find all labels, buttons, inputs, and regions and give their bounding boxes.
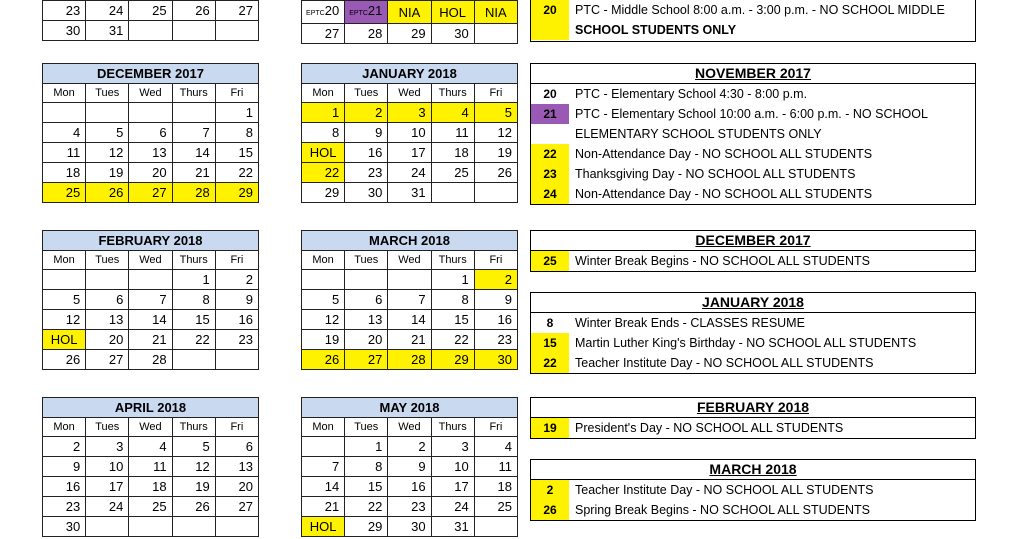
date-cell: 3	[431, 437, 474, 457]
event-day	[531, 124, 569, 144]
event-row	[531, 333, 975, 353]
calendar-title: FEBRUARY 2018	[43, 231, 259, 251]
calendar-title: MAY 2018	[302, 398, 518, 418]
date-cell: 30	[388, 517, 431, 537]
event-text: Non-Attendance Day - NO SCHOOL ALL STUDENTS	[575, 147, 873, 161]
date-cell: 18	[43, 163, 86, 183]
date-cell: 23	[388, 497, 431, 517]
date-cell: 29	[388, 24, 431, 44]
date-cell: 29	[431, 350, 474, 370]
day-name: Fri	[215, 84, 258, 103]
event-text: President's Day - NO SCHOOL ALL STUDENTS	[575, 421, 844, 435]
date-cell: 25	[43, 183, 86, 203]
event-text: Winter Break Begins - NO SCHOOL ALL STUDENTS	[575, 254, 870, 268]
event-text: SCHOOL STUDENTS ONLY	[575, 23, 737, 37]
date-cell: 22	[345, 497, 388, 517]
date-cell: 9	[345, 123, 388, 143]
calendar-apr2018	[42, 397, 259, 537]
event-row	[531, 84, 975, 104]
event-row	[531, 20, 975, 40]
date-cell: 23	[43, 1, 86, 21]
date-cell: 23	[215, 330, 258, 350]
event-day: 22	[531, 144, 569, 164]
date-cell: 8	[215, 123, 258, 143]
calendar-dec2017	[42, 63, 259, 203]
day-name: Mon	[43, 84, 86, 103]
date-cell: 30	[43, 517, 86, 537]
event-box-december	[530, 230, 976, 272]
date-cell	[431, 183, 474, 203]
date-cell: 26	[172, 1, 215, 21]
event-text: Teacher Institute Day - NO SCHOOL ALL STUDENTS	[575, 356, 874, 370]
event-day: 8	[546, 316, 554, 330]
date-cell: 26	[43, 350, 86, 370]
date-cell: 12	[43, 310, 86, 330]
event-row	[531, 353, 975, 373]
date-cell: 10	[431, 457, 474, 477]
date-cell: 6	[129, 123, 172, 143]
date-cell: 22	[215, 163, 258, 183]
date-cell	[43, 103, 86, 123]
date-cell: 11	[129, 457, 172, 477]
event-row	[531, 251, 975, 271]
date-cell: 2	[43, 437, 86, 457]
day-name: Tues	[345, 418, 388, 437]
date-cell: 23	[43, 497, 86, 517]
date-cell: 2	[388, 437, 431, 457]
date-cell: 8	[302, 123, 345, 143]
date-cell	[474, 24, 517, 44]
nov-calendar-right	[301, 0, 518, 44]
date-cell: 10	[388, 123, 431, 143]
day-name: Fri	[474, 84, 517, 103]
event-text: Martin Luther King's Birthday - NO SCHOOL ALL STUDENTS	[575, 336, 917, 350]
date-cell: 29	[302, 183, 345, 203]
date-cell: 24	[86, 497, 129, 517]
calendar-mar2018	[301, 230, 518, 370]
event-box-november	[530, 63, 976, 205]
date-cell: 26	[172, 497, 215, 517]
date-cell: 4	[129, 437, 172, 457]
date-cell: 17	[388, 143, 431, 163]
day-name: Mon	[302, 251, 345, 270]
date-cell: 15	[431, 310, 474, 330]
date-cell: 21	[129, 330, 172, 350]
date-cell: 27	[302, 24, 345, 44]
date-cell: 27	[129, 183, 172, 203]
date-cell	[302, 437, 345, 457]
date-cell: 21	[388, 330, 431, 350]
date-cell: 1	[172, 270, 215, 290]
day-name: Mon	[43, 251, 86, 270]
event-day: 26	[531, 500, 569, 520]
date-cell: 21	[172, 163, 215, 183]
day-name: Fri	[474, 418, 517, 437]
date-cell: 19	[172, 477, 215, 497]
date-cell	[474, 183, 517, 203]
date-cell	[215, 350, 258, 370]
calendar-title: MARCH 2018	[302, 231, 518, 251]
day-name: Mon	[43, 418, 86, 437]
date-cell: 18	[431, 143, 474, 163]
date-cell: 29	[345, 517, 388, 537]
date-cell: 2	[215, 270, 258, 290]
date-cell: 23	[474, 330, 517, 350]
date-cell: 25	[129, 1, 172, 21]
date-cell	[302, 270, 345, 290]
event-text: PTC - Elementary School 4:30 - 8:00 p.m.	[575, 87, 808, 101]
date-cell	[388, 270, 431, 290]
event-text: ELEMENTARY SCHOOL STUDENTS ONLY	[575, 127, 822, 141]
date-cell: 14	[129, 310, 172, 330]
date-cell: 25	[474, 497, 517, 517]
event-row	[531, 104, 975, 124]
date-cell: 31	[431, 517, 474, 537]
date-cell: 4	[43, 123, 86, 143]
event-day: 20	[543, 87, 557, 101]
day-name: Fri	[474, 251, 517, 270]
date-cell: 1	[302, 103, 345, 123]
event-box-title: MARCH 2018	[531, 460, 975, 480]
date-cell: 27	[215, 1, 258, 21]
date-cell: 8	[431, 290, 474, 310]
date-cell: 9	[215, 290, 258, 310]
date-cell: 22	[172, 330, 215, 350]
event-day: 25	[531, 251, 569, 271]
day-name: Thurs	[431, 251, 474, 270]
date-cell: 22	[431, 330, 474, 350]
date-cell: 24	[431, 497, 474, 517]
date-cell: 17	[86, 477, 129, 497]
date-cell: 12	[172, 457, 215, 477]
event-day: 19	[531, 418, 569, 438]
date-cell	[302, 1, 345, 24]
date-cell	[43, 270, 86, 290]
date-cell: 9	[388, 457, 431, 477]
date-cell: 5	[302, 290, 345, 310]
date-cell: 14	[302, 477, 345, 497]
date-cell: 12	[474, 123, 517, 143]
date-cell	[172, 350, 215, 370]
day-name: Mon	[302, 84, 345, 103]
event-box-title: NOVEMBER 2017	[531, 64, 975, 84]
event-box-march	[530, 459, 976, 521]
date-cell: 23	[345, 163, 388, 183]
event-row	[531, 500, 975, 520]
date-cell: 29	[215, 183, 258, 203]
date-cell: 20	[86, 330, 129, 350]
holiday-cell: HOL	[43, 330, 86, 350]
date-cell	[129, 103, 172, 123]
event-row	[531, 313, 975, 333]
date-value: 20	[324, 3, 340, 18]
date-cell	[129, 517, 172, 537]
event-text: Winter Break Ends - CLASSES RESUME	[575, 316, 805, 330]
calendar-title: APRIL 2018	[43, 398, 259, 418]
date-cell: 25	[129, 497, 172, 517]
date-cell: 11	[43, 143, 86, 163]
date-cell: 6	[86, 290, 129, 310]
date-cell	[86, 270, 129, 290]
date-cell: 26	[302, 350, 345, 370]
event-box-january	[530, 292, 976, 374]
day-name: Fri	[215, 418, 258, 437]
calendar-title: JANUARY 2018	[302, 64, 518, 84]
day-name: Tues	[345, 251, 388, 270]
date-cell: 31	[388, 183, 431, 203]
date-cell: 1	[215, 103, 258, 123]
date-cell: 20	[345, 330, 388, 350]
event-text: PTC - Elementary School 10:00 a.m. - 6:00 p.m. - NO SCHOOL	[575, 107, 928, 121]
event-day: 24	[531, 184, 569, 204]
date-cell: 30	[43, 21, 86, 41]
date-cell: 30	[474, 350, 517, 370]
day-name: Mon	[302, 418, 345, 437]
event-day: 23	[531, 164, 569, 184]
event-day: 22	[531, 353, 569, 373]
date-cell: 21	[302, 497, 345, 517]
date-cell: 26	[474, 163, 517, 183]
date-cell: 25	[431, 163, 474, 183]
date-value: 21	[367, 3, 383, 18]
date-cell: 4	[474, 437, 517, 457]
calendar-feb2018	[42, 230, 259, 370]
event-text: Teacher Institute Day - NO SCHOOL ALL STUDENTS	[575, 483, 874, 497]
date-cell	[345, 1, 388, 24]
date-cell: 10	[86, 457, 129, 477]
day-name: Fri	[215, 251, 258, 270]
day-name: Thurs	[431, 418, 474, 437]
date-cell: 13	[215, 457, 258, 477]
day-name: Tues	[86, 418, 129, 437]
date-cell	[172, 517, 215, 537]
date-cell: 12	[86, 143, 129, 163]
event-day: 2	[531, 480, 569, 500]
event-day: 21	[531, 104, 569, 124]
day-name: Wed	[388, 84, 431, 103]
date-cell: 13	[345, 310, 388, 330]
eptc-label: EPTC	[349, 10, 368, 17]
day-name: Wed	[129, 418, 172, 437]
event-row	[531, 144, 975, 164]
date-cell	[474, 517, 517, 537]
date-cell: 14	[388, 310, 431, 330]
calendar-jan2018	[301, 63, 518, 203]
date-cell	[129, 21, 172, 41]
event-day: 15	[531, 333, 569, 353]
day-name: Thurs	[172, 418, 215, 437]
date-cell: 28	[129, 350, 172, 370]
date-cell: 9	[474, 290, 517, 310]
date-cell: 27	[215, 497, 258, 517]
date-cell: 7	[302, 457, 345, 477]
date-cell: 27	[345, 350, 388, 370]
event-row	[531, 184, 975, 204]
event-box-february	[530, 397, 976, 439]
date-cell: 8	[172, 290, 215, 310]
date-cell: 16	[43, 477, 86, 497]
date-cell	[172, 21, 215, 41]
event-day: 20	[531, 0, 569, 20]
day-name: Thurs	[172, 251, 215, 270]
date-cell	[345, 270, 388, 290]
date-cell: 28	[345, 24, 388, 44]
date-cell: 24	[86, 1, 129, 21]
day-name: Tues	[345, 84, 388, 103]
date-cell: 13	[129, 143, 172, 163]
event-row	[531, 164, 975, 184]
date-cell: 9	[43, 457, 86, 477]
holiday-cell: HOL	[431, 1, 474, 24]
date-cell: 2	[474, 270, 517, 290]
date-cell: 7	[129, 290, 172, 310]
date-cell	[129, 270, 172, 290]
date-cell: 16	[215, 310, 258, 330]
event-row	[531, 480, 975, 500]
date-cell: 31	[86, 21, 129, 41]
event-row	[531, 418, 975, 438]
event-row	[531, 124, 975, 144]
date-cell: 5	[172, 437, 215, 457]
date-cell: 16	[388, 477, 431, 497]
event-box-title: DECEMBER 2017	[531, 231, 975, 251]
date-cell: 6	[215, 437, 258, 457]
date-cell: 22	[302, 163, 345, 183]
date-cell: 1	[345, 437, 388, 457]
nia-cell: NIA	[388, 1, 431, 24]
date-cell: 8	[345, 457, 388, 477]
date-cell: 14	[172, 143, 215, 163]
date-cell: 16	[474, 310, 517, 330]
day-name: Thurs	[431, 84, 474, 103]
holiday-cell: HOL	[302, 143, 345, 163]
date-cell: 27	[86, 350, 129, 370]
date-cell: 28	[388, 350, 431, 370]
date-cell: 11	[431, 123, 474, 143]
date-cell: 2	[345, 103, 388, 123]
date-cell: 1	[431, 270, 474, 290]
date-cell	[215, 21, 258, 41]
date-cell: 4	[431, 103, 474, 123]
date-cell: 7	[388, 290, 431, 310]
date-cell: 11	[474, 457, 517, 477]
date-cell	[86, 103, 129, 123]
date-cell: 26	[86, 183, 129, 203]
date-cell: 13	[86, 310, 129, 330]
event-text: Spring Break Begins - NO SCHOOL ALL STUDENTS	[575, 503, 871, 517]
date-cell: 6	[345, 290, 388, 310]
date-cell: 19	[474, 143, 517, 163]
date-cell: 3	[86, 437, 129, 457]
date-cell: 28	[172, 183, 215, 203]
date-cell: 16	[345, 143, 388, 163]
event-text: PTC - Middle School 8:00 a.m. - 3:00 p.m. - NO SCHOOL MIDDLE	[575, 3, 945, 17]
event-day	[531, 20, 569, 40]
calendar-title: DECEMBER 2017	[43, 64, 259, 84]
day-name: Wed	[388, 418, 431, 437]
date-cell: 30	[431, 24, 474, 44]
date-cell: 5	[86, 123, 129, 143]
day-name: Wed	[129, 84, 172, 103]
day-name: Wed	[388, 251, 431, 270]
date-cell: 7	[172, 123, 215, 143]
event-box-top	[530, 0, 976, 42]
eptc-label: EPTC	[306, 10, 325, 17]
date-cell: 20	[215, 477, 258, 497]
date-cell: 30	[345, 183, 388, 203]
date-cell: 15	[172, 310, 215, 330]
event-text: Thanksgiving Day - NO SCHOOL ALL STUDENTS	[575, 167, 856, 181]
event-row	[531, 0, 975, 20]
holiday-cell: HOL	[302, 517, 345, 537]
date-cell: 20	[129, 163, 172, 183]
date-cell: 5	[43, 290, 86, 310]
nov-calendar-left	[42, 0, 259, 41]
date-cell	[86, 517, 129, 537]
date-cell	[172, 103, 215, 123]
date-cell: 19	[302, 330, 345, 350]
day-name: Thurs	[172, 84, 215, 103]
date-cell: 18	[474, 477, 517, 497]
day-name: Tues	[86, 84, 129, 103]
event-box-title: FEBRUARY 2018	[531, 398, 975, 418]
date-cell: 19	[86, 163, 129, 183]
date-cell: 5	[474, 103, 517, 123]
day-name: Tues	[86, 251, 129, 270]
calendar-may2018	[301, 397, 518, 537]
date-cell: 24	[388, 163, 431, 183]
event-box-title: JANUARY 2018	[531, 293, 975, 313]
date-cell: 18	[129, 477, 172, 497]
date-cell: 15	[215, 143, 258, 163]
date-cell: 17	[431, 477, 474, 497]
event-text: Non-Attendance Day - NO SCHOOL ALL STUDENTS	[575, 187, 873, 201]
nia-cell: NIA	[474, 1, 517, 24]
date-cell: 12	[302, 310, 345, 330]
day-name: Wed	[129, 251, 172, 270]
date-cell	[215, 517, 258, 537]
date-cell: 15	[345, 477, 388, 497]
date-cell: 3	[388, 103, 431, 123]
